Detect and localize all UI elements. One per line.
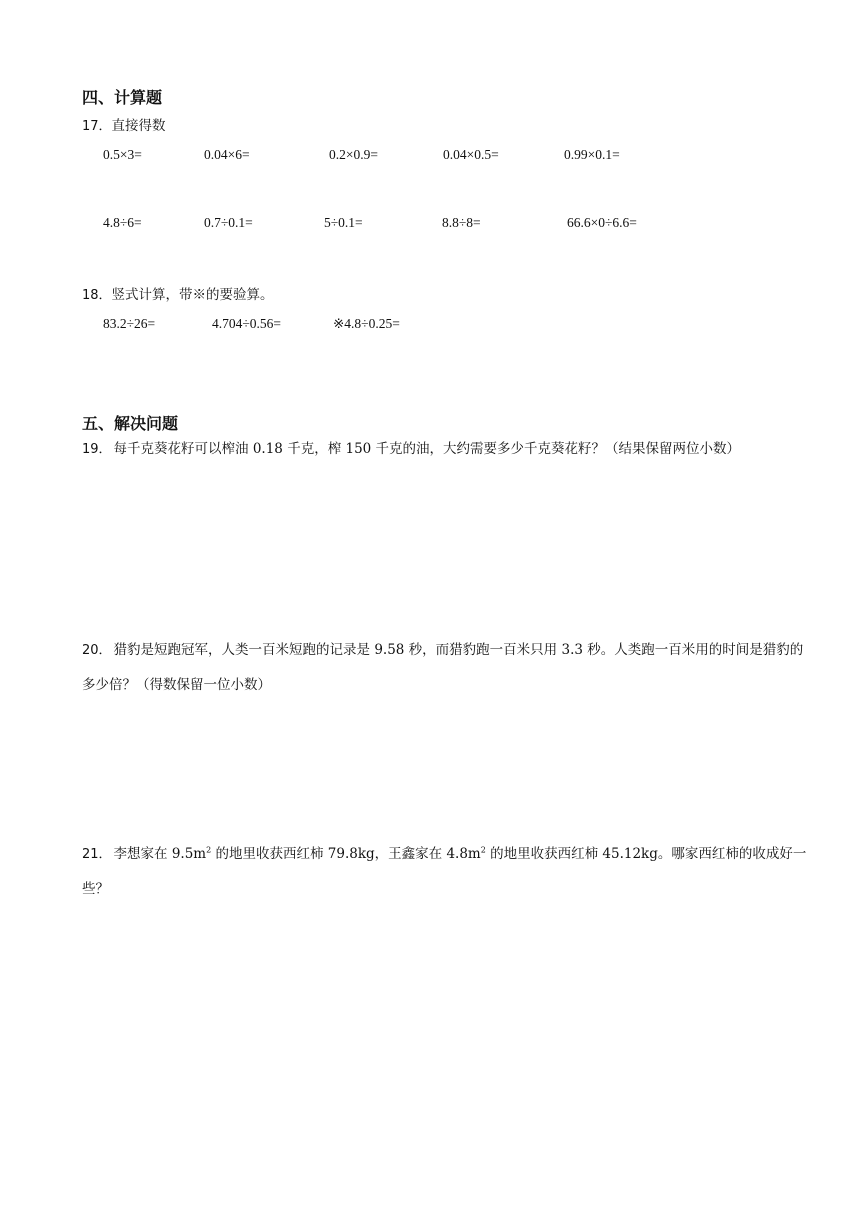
question-text-part3: 的地里收获西红柿 45.12kg。哪家西红柿的收成好一些？: [82, 846, 807, 897]
expr-17-4: 0.04×0.5=: [443, 147, 499, 162]
expr-17-5: 0.99×0.1=: [564, 147, 620, 162]
expr-17-10: 66.6×0÷6.6=: [567, 215, 637, 230]
superscript-2: 2: [206, 845, 212, 855]
question-number: 17．: [82, 119, 112, 134]
section-title-calculation: 四、计算题: [82, 88, 163, 107]
superscript-2: 2: [480, 845, 486, 855]
expr-17-7: 0.7÷0.1=: [204, 215, 253, 230]
expr-18-3: ※4.8÷0.25=: [333, 316, 400, 331]
expr-17-3: 0.2×0.9=: [329, 147, 378, 162]
expr-17-1: 0.5×3=: [103, 147, 142, 162]
question-text: 猎豹是短跑冠军，人类一百米短跑的记录是 9.58 秒，而猎豹跑一百米只用 3.3 秒。人类跑一百米用的时间是猎豹的多少倍？（得数保留一位小数）: [82, 642, 804, 693]
expr-18-2: 4.704÷0.56=: [212, 316, 282, 331]
expr-17-8: 5÷0.1=: [324, 215, 363, 230]
expr-17-6: 4.8÷6=: [103, 215, 142, 230]
question-18-header: [82, 283, 274, 303]
question-text: 竖式计算，带※的要验算。: [111, 287, 274, 303]
expr-18-1: 83.2÷26=: [103, 316, 156, 331]
expr-17-2: 0.04×6=: [204, 147, 250, 162]
question-text: 直接得数: [111, 118, 166, 134]
question-text-part1: 李想家在 9.5m: [113, 846, 207, 862]
question-number: 19．: [82, 442, 112, 457]
question-number: 18．: [82, 288, 112, 303]
question-19: [82, 432, 812, 467]
question-number: 20．: [82, 643, 112, 658]
question-text: 每千克葵花籽可以榨油 0.18 千克，榨 150 千克的油，大约需要多少千克葵花籽？（结果保留两位小数）: [113, 441, 741, 457]
section-title-problem-solving: 五、解决问题: [82, 414, 179, 433]
question-20: [82, 633, 812, 702]
question-21: [82, 837, 812, 906]
expr-17-9: 8.8÷8=: [442, 215, 481, 230]
question-text-part2: 的地里收获西红柿 79.8kg，王鑫家在 4.8m: [211, 846, 481, 862]
question-17-header: [82, 114, 166, 134]
question-number: 21．: [82, 847, 112, 862]
